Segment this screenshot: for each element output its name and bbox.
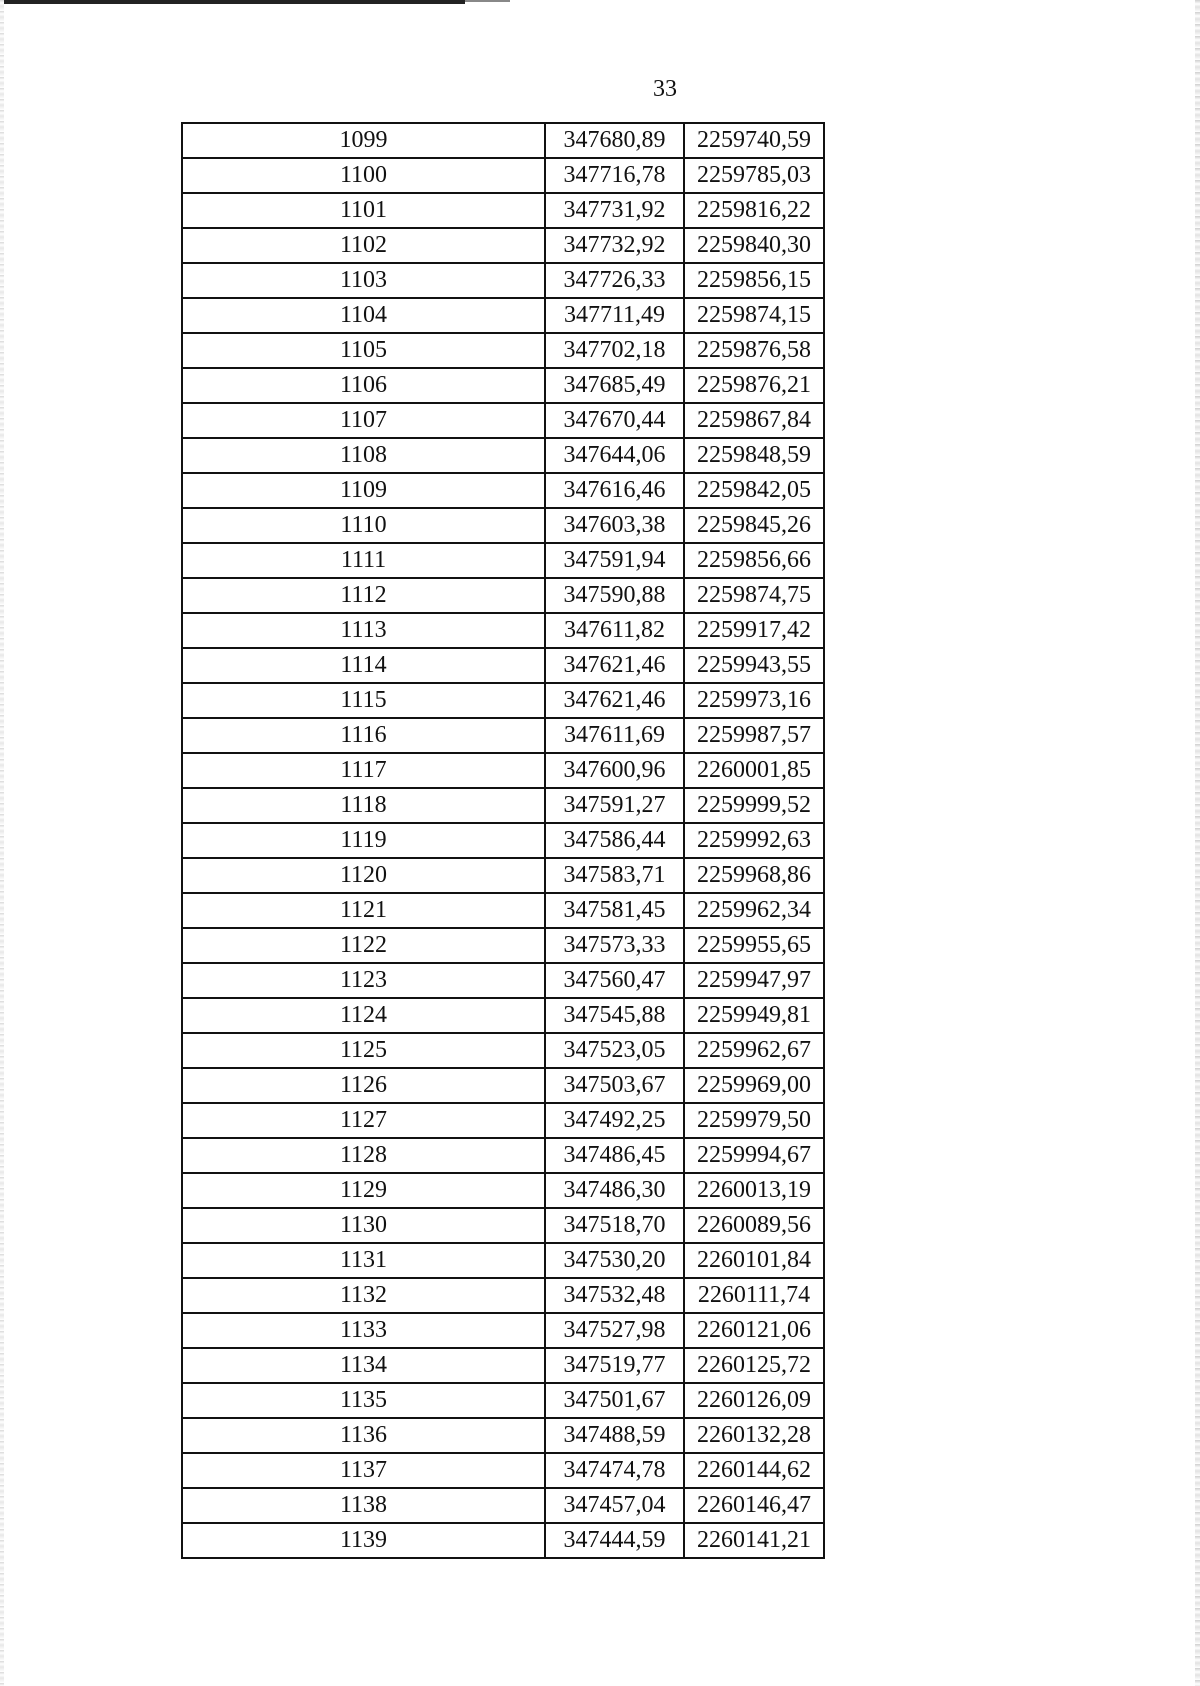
x-coordinate-cell: 347488,59 [545, 1418, 684, 1453]
x-coordinate-cell: 347600,96 [545, 753, 684, 788]
x-coordinate-cell: 347519,77 [545, 1348, 684, 1383]
y-coordinate-cell: 2259840,30 [684, 228, 824, 263]
y-coordinate-cell: 2260126,09 [684, 1383, 824, 1418]
y-coordinate-cell: 2260111,74 [684, 1278, 824, 1313]
table-row [182, 1348, 824, 1383]
x-coordinate-cell: 347530,20 [545, 1243, 684, 1278]
y-coordinate-cell: 2259876,58 [684, 333, 824, 368]
x-coordinate-cell: 347444,59 [545, 1523, 684, 1558]
table-row [182, 683, 824, 718]
table-row [182, 1313, 824, 1348]
x-coordinate-cell: 347560,47 [545, 963, 684, 998]
point-number-cell: 1107 [182, 403, 545, 438]
y-coordinate-cell: 2259973,16 [684, 683, 824, 718]
x-coordinate-cell: 347591,27 [545, 788, 684, 823]
y-coordinate-cell: 2259740,59 [684, 123, 824, 158]
x-coordinate-cell: 347611,69 [545, 718, 684, 753]
point-number-cell: 1103 [182, 263, 545, 298]
point-number-cell: 1121 [182, 893, 545, 928]
y-coordinate-cell: 2260146,47 [684, 1488, 824, 1523]
table-row [182, 578, 824, 613]
coordinates-table [181, 122, 825, 1559]
x-coordinate-cell: 347486,30 [545, 1173, 684, 1208]
y-coordinate-cell: 2259962,34 [684, 893, 824, 928]
point-number-cell: 1123 [182, 963, 545, 998]
x-coordinate-cell: 347621,46 [545, 683, 684, 718]
x-coordinate-cell: 347680,89 [545, 123, 684, 158]
point-number-cell: 1109 [182, 473, 545, 508]
x-coordinate-cell: 347670,44 [545, 403, 684, 438]
x-coordinate-cell: 347726,33 [545, 263, 684, 298]
y-coordinate-cell: 2259979,50 [684, 1103, 824, 1138]
y-coordinate-cell: 2259943,55 [684, 648, 824, 683]
table-row [182, 858, 824, 893]
point-number-cell: 1101 [182, 193, 545, 228]
x-coordinate-cell: 347603,38 [545, 508, 684, 543]
point-number-cell: 1104 [182, 298, 545, 333]
x-coordinate-cell: 347523,05 [545, 1033, 684, 1068]
point-number-cell: 1134 [182, 1348, 545, 1383]
y-coordinate-cell: 2259816,22 [684, 193, 824, 228]
table-row [182, 1453, 824, 1488]
table-row [182, 1523, 824, 1558]
point-number-cell: 1119 [182, 823, 545, 858]
table-row [182, 1138, 824, 1173]
point-number-cell: 1105 [182, 333, 545, 368]
coordinates-table-body [182, 123, 824, 1558]
point-number-cell: 1100 [182, 158, 545, 193]
table-row [182, 298, 824, 333]
table-row [182, 403, 824, 438]
table-row [182, 123, 824, 158]
y-coordinate-cell: 2260013,19 [684, 1173, 824, 1208]
table-row [182, 928, 824, 963]
y-coordinate-cell: 2259992,63 [684, 823, 824, 858]
point-number-cell: 1129 [182, 1173, 545, 1208]
point-number-cell: 1102 [182, 228, 545, 263]
x-coordinate-cell: 347501,67 [545, 1383, 684, 1418]
table-row [182, 1278, 824, 1313]
x-coordinate-cell: 347581,45 [545, 893, 684, 928]
y-coordinate-cell: 2259962,67 [684, 1033, 824, 1068]
x-coordinate-cell: 347532,48 [545, 1278, 684, 1313]
point-number-cell: 1131 [182, 1243, 545, 1278]
table-row [182, 788, 824, 823]
table-row [182, 158, 824, 193]
y-coordinate-cell: 2260125,72 [684, 1348, 824, 1383]
x-coordinate-cell: 347503,67 [545, 1068, 684, 1103]
point-number-cell: 1136 [182, 1418, 545, 1453]
y-coordinate-cell: 2259785,03 [684, 158, 824, 193]
y-coordinate-cell: 2259968,86 [684, 858, 824, 893]
x-coordinate-cell: 347732,92 [545, 228, 684, 263]
point-number-cell: 1108 [182, 438, 545, 473]
x-coordinate-cell: 347486,45 [545, 1138, 684, 1173]
y-coordinate-cell: 2259949,81 [684, 998, 824, 1033]
point-number-cell: 1122 [182, 928, 545, 963]
x-coordinate-cell: 347583,71 [545, 858, 684, 893]
table-row [182, 368, 824, 403]
x-coordinate-cell: 347586,44 [545, 823, 684, 858]
scan-right-edge [1195, 0, 1200, 1686]
table-row [182, 228, 824, 263]
x-coordinate-cell: 347545,88 [545, 998, 684, 1033]
x-coordinate-cell: 347716,78 [545, 158, 684, 193]
point-number-cell: 1128 [182, 1138, 545, 1173]
table-row [182, 438, 824, 473]
table-row [182, 998, 824, 1033]
table-row [182, 1383, 824, 1418]
x-coordinate-cell: 347492,25 [545, 1103, 684, 1138]
x-coordinate-cell: 347518,70 [545, 1208, 684, 1243]
y-coordinate-cell: 2259969,00 [684, 1068, 824, 1103]
point-number-cell: 1138 [182, 1488, 545, 1523]
table-row [182, 1033, 824, 1068]
table-row [182, 1418, 824, 1453]
y-coordinate-cell: 2259848,59 [684, 438, 824, 473]
x-coordinate-cell: 347611,82 [545, 613, 684, 648]
y-coordinate-cell: 2259876,21 [684, 368, 824, 403]
table-row [182, 263, 824, 298]
x-coordinate-cell: 347457,04 [545, 1488, 684, 1523]
table-row [182, 1173, 824, 1208]
point-number-cell: 1099 [182, 123, 545, 158]
table-row [182, 1068, 824, 1103]
table-row [182, 753, 824, 788]
point-number-cell: 1132 [182, 1278, 545, 1313]
x-coordinate-cell: 347474,78 [545, 1453, 684, 1488]
point-number-cell: 1113 [182, 613, 545, 648]
y-coordinate-cell: 2260132,28 [684, 1418, 824, 1453]
y-coordinate-cell: 2260101,84 [684, 1243, 824, 1278]
table-row [182, 893, 824, 928]
table-row [182, 508, 824, 543]
y-coordinate-cell: 2259874,15 [684, 298, 824, 333]
table-row [182, 648, 824, 683]
y-coordinate-cell: 2259947,97 [684, 963, 824, 998]
point-number-cell: 1118 [182, 788, 545, 823]
y-coordinate-cell: 2259955,65 [684, 928, 824, 963]
y-coordinate-cell: 2259856,66 [684, 543, 824, 578]
table-row [182, 613, 824, 648]
page-number: 33 [653, 76, 677, 102]
y-coordinate-cell: 2259917,42 [684, 613, 824, 648]
x-coordinate-cell: 347590,88 [545, 578, 684, 613]
y-coordinate-cell: 2259845,26 [684, 508, 824, 543]
table-row [182, 1103, 824, 1138]
table-row [182, 823, 824, 858]
y-coordinate-cell: 2259856,15 [684, 263, 824, 298]
point-number-cell: 1110 [182, 508, 545, 543]
y-coordinate-cell: 2259874,75 [684, 578, 824, 613]
x-coordinate-cell: 347591,94 [545, 543, 684, 578]
point-number-cell: 1111 [182, 543, 545, 578]
point-number-cell: 1115 [182, 683, 545, 718]
x-coordinate-cell: 347731,92 [545, 193, 684, 228]
x-coordinate-cell: 347573,33 [545, 928, 684, 963]
point-number-cell: 1117 [182, 753, 545, 788]
scan-top-border-fade [465, 0, 510, 2]
y-coordinate-cell: 2259994,67 [684, 1138, 824, 1173]
point-number-cell: 1120 [182, 858, 545, 893]
x-coordinate-cell: 347621,46 [545, 648, 684, 683]
table-row [182, 1208, 824, 1243]
x-coordinate-cell: 347685,49 [545, 368, 684, 403]
table-row [182, 718, 824, 753]
y-coordinate-cell: 2260001,85 [684, 753, 824, 788]
y-coordinate-cell: 2259842,05 [684, 473, 824, 508]
table-row [182, 333, 824, 368]
scan-top-border [0, 0, 465, 4]
x-coordinate-cell: 347644,06 [545, 438, 684, 473]
table-row [182, 1488, 824, 1523]
y-coordinate-cell: 2260144,62 [684, 1453, 824, 1488]
point-number-cell: 1137 [182, 1453, 545, 1488]
y-coordinate-cell: 2259999,52 [684, 788, 824, 823]
table-row [182, 543, 824, 578]
y-coordinate-cell: 2259867,84 [684, 403, 824, 438]
point-number-cell: 1106 [182, 368, 545, 403]
point-number-cell: 1125 [182, 1033, 545, 1068]
point-number-cell: 1130 [182, 1208, 545, 1243]
point-number-cell: 1114 [182, 648, 545, 683]
x-coordinate-cell: 347527,98 [545, 1313, 684, 1348]
table-row [182, 963, 824, 998]
point-number-cell: 1135 [182, 1383, 545, 1418]
table-row [182, 1243, 824, 1278]
point-number-cell: 1127 [182, 1103, 545, 1138]
point-number-cell: 1139 [182, 1523, 545, 1558]
point-number-cell: 1116 [182, 718, 545, 753]
x-coordinate-cell: 347616,46 [545, 473, 684, 508]
point-number-cell: 1124 [182, 998, 545, 1033]
point-number-cell: 1126 [182, 1068, 545, 1103]
x-coordinate-cell: 347702,18 [545, 333, 684, 368]
table-row [182, 473, 824, 508]
scan-left-edge [0, 0, 4, 1686]
table-row [182, 193, 824, 228]
y-coordinate-cell: 2260121,06 [684, 1313, 824, 1348]
y-coordinate-cell: 2259987,57 [684, 718, 824, 753]
point-number-cell: 1112 [182, 578, 545, 613]
y-coordinate-cell: 2260089,56 [684, 1208, 824, 1243]
y-coordinate-cell: 2260141,21 [684, 1523, 824, 1558]
point-number-cell: 1133 [182, 1313, 545, 1348]
x-coordinate-cell: 347711,49 [545, 298, 684, 333]
